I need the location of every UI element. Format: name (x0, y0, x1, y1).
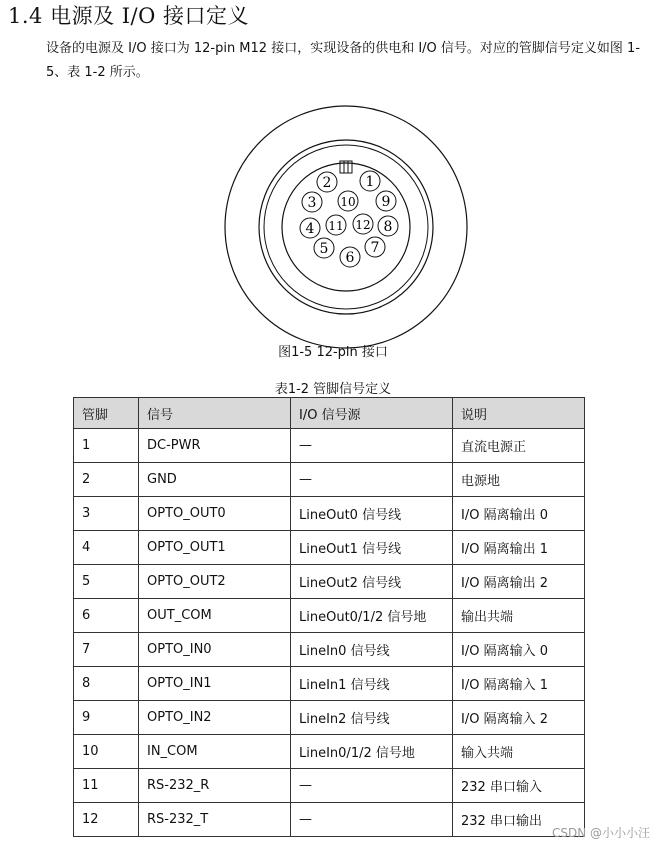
io-source-cell: LineIn2 信号线 (291, 701, 453, 735)
io-source-cell: LineIn0 信号线 (291, 633, 453, 667)
signal-name-cell: OUT_COM (139, 599, 291, 633)
pin-5-label: 5 (319, 241, 329, 257)
pin-number-cell: 3 (74, 497, 139, 531)
description-cell: I/O 隔离输入 0 (453, 633, 585, 667)
table-row (74, 701, 585, 735)
pin-10-label: 10 (340, 195, 356, 209)
intro-paragraph: 设备的电源及 I/O 接口为 12-pin M12 接口，实现设备的供电和 I/O 信号。对应的管脚信号定义如图 1-5、表 1-2 所示。 (46, 41, 641, 80)
table-row (74, 599, 585, 633)
signal-name-cell: OPTO_OUT0 (139, 497, 291, 531)
table-row (74, 735, 585, 769)
description-cell: 输入共端 (453, 735, 585, 769)
pin-number-cell: 9 (74, 701, 139, 735)
pin-8-label: 8 (383, 219, 393, 235)
header-description: 说明 (453, 398, 585, 429)
description-cell: I/O 隔离输出 1 (453, 531, 585, 565)
section-heading: 1.4 电源及 I/O 接口定义 (8, 4, 250, 28)
io-source-cell: — (291, 429, 453, 463)
pin-2-label: 2 (322, 175, 332, 191)
io-source-cell: LineOut0 信号线 (291, 497, 453, 531)
table-row (74, 667, 585, 701)
pin-4-label: 4 (305, 221, 315, 237)
pin-12-label: 12 (355, 218, 371, 232)
description-cell: I/O 隔离输出 2 (453, 565, 585, 599)
io-source-cell: — (291, 463, 453, 497)
signal-name-cell: DC-PWR (139, 429, 291, 463)
table-row (74, 803, 585, 837)
signal-name-cell: OPTO_IN1 (139, 667, 291, 701)
io-source-cell: — (291, 769, 453, 803)
description-cell: 直流电源正 (453, 429, 585, 463)
pin-number-cell: 4 (74, 531, 139, 565)
table-row (74, 463, 585, 497)
pin-6-label: 6 (345, 250, 355, 266)
description-cell: 232 串口输入 (453, 769, 585, 803)
watermark: CSDN @小小小汪 (551, 826, 650, 840)
table-header-row (74, 398, 585, 429)
pin-number-cell: 5 (74, 565, 139, 599)
description-cell: 232 串口输出 (453, 803, 585, 837)
pin-1-label: 1 (365, 174, 375, 190)
description-cell: I/O 隔离输出 0 (453, 497, 585, 531)
pin-number-cell: 1 (74, 429, 139, 463)
table-row (74, 565, 585, 599)
pin-number-cell: 10 (74, 735, 139, 769)
pin-number-cell: 6 (74, 599, 139, 633)
table-row (74, 769, 585, 803)
io-source-cell: LineOut2 信号线 (291, 565, 453, 599)
header-pin: 管脚 (74, 398, 139, 429)
pin-3-label: 3 (307, 195, 317, 211)
table-caption: 表1-2 管脚信号定义 (274, 382, 392, 397)
signal-name-cell: IN_COM (139, 735, 291, 769)
pin-7-label: 7 (370, 240, 380, 256)
io-source-cell: LineOut1 信号线 (291, 531, 453, 565)
pin-number-cell: 11 (74, 769, 139, 803)
signal-name-cell: OPTO_OUT2 (139, 565, 291, 599)
pin-9-label: 9 (381, 194, 391, 210)
connector-diagram (224, 105, 469, 350)
table-row (74, 531, 585, 565)
table-row (74, 633, 585, 667)
pin-11-label: 11 (328, 219, 344, 233)
pin-number-cell: 7 (74, 633, 139, 667)
signal-name-cell: OPTO_IN0 (139, 633, 291, 667)
description-cell: 电源地 (453, 463, 585, 497)
table-row (74, 497, 585, 531)
signal-name-cell: RS-232_T (139, 803, 291, 837)
pin-number-cell: 8 (74, 667, 139, 701)
pin-number-cell: 2 (74, 463, 139, 497)
header-signal: 信号 (139, 398, 291, 429)
io-source-cell: LineIn1 信号线 (291, 667, 453, 701)
description-cell: I/O 隔离输入 1 (453, 667, 585, 701)
io-source-cell: — (291, 803, 453, 837)
pin-definition-table (73, 397, 585, 837)
header-io-source: I/O 信号源 (291, 398, 453, 429)
signal-name-cell: RS-232_R (139, 769, 291, 803)
signal-name-cell: OPTO_OUT1 (139, 531, 291, 565)
pin-number-cell: 12 (74, 803, 139, 837)
description-cell: I/O 隔离输入 2 (453, 701, 585, 735)
io-source-cell: LineOut0/1/2 信号地 (291, 599, 453, 633)
table-row (74, 429, 585, 463)
description-cell: 输出共端 (453, 599, 585, 633)
signal-name-cell: OPTO_IN2 (139, 701, 291, 735)
io-source-cell: LineIn0/1/2 信号地 (291, 735, 453, 769)
figure-caption: 图1-5 12-pin 接口 (278, 345, 388, 360)
signal-name-cell: GND (139, 463, 291, 497)
